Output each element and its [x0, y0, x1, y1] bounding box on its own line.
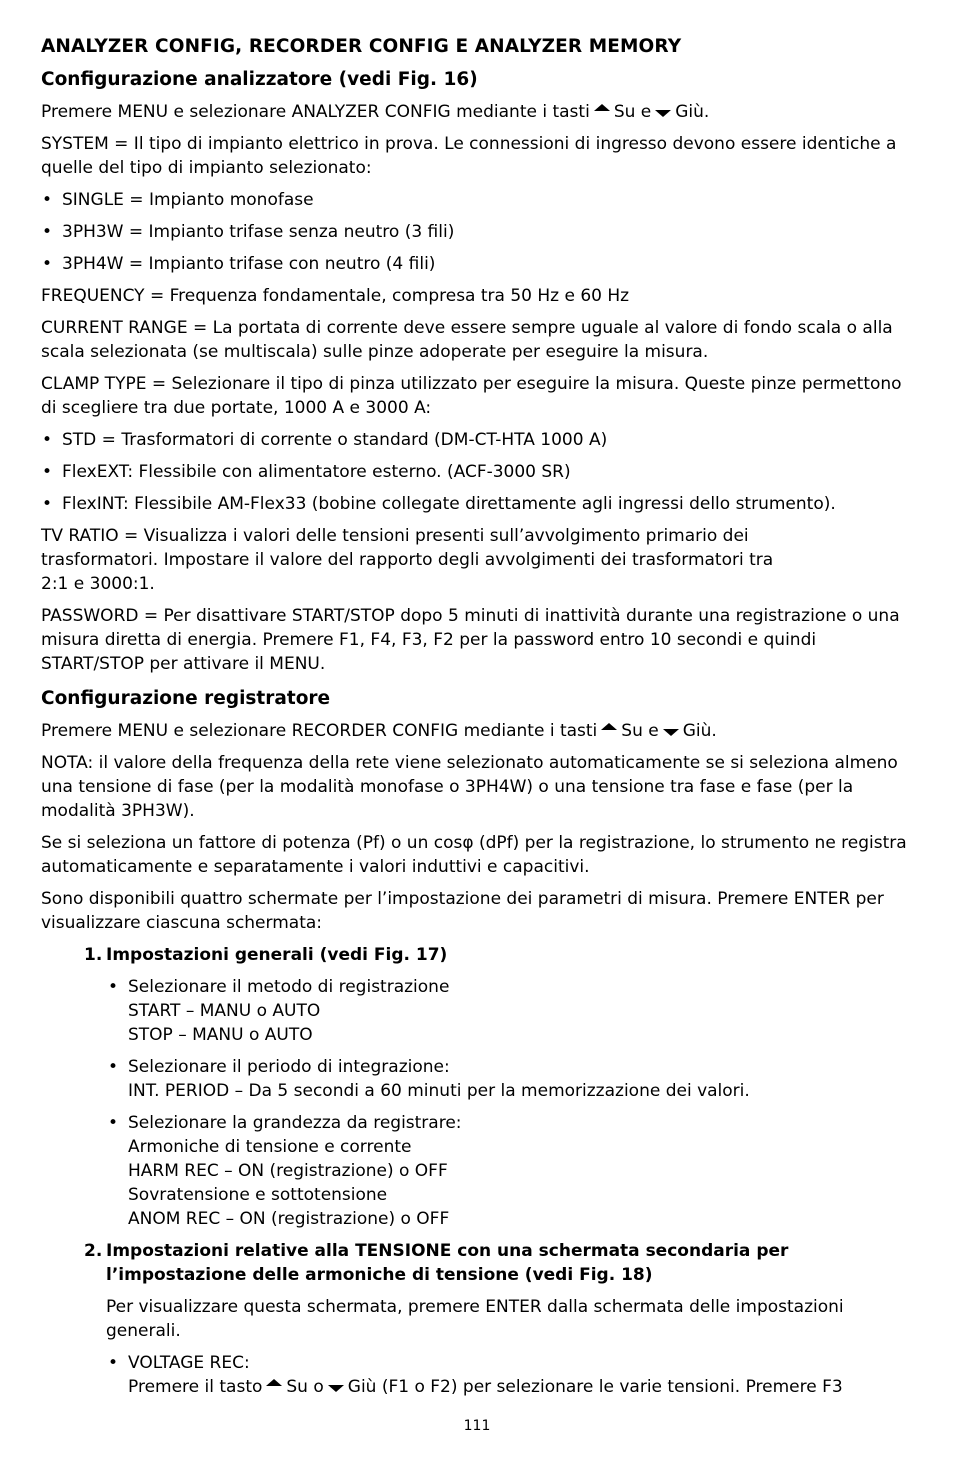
list-item: • STD = Trasformatori di corrente o standard (DM-CT-HTA 1000 A) — [41, 428, 913, 452]
arrow-down-icon — [328, 1385, 344, 1392]
numbered-item-general-settings: 1. Impostazioni generali (vedi Fig. 17) — [84, 945, 448, 965]
paragraph-voltage-screen: Per visualizzare questa schermata, premere ENTER dalla schermata delle impostazioni generali. — [106, 1297, 844, 1341]
paragraph-recorder-intro: Premere MENU e selezionare RECORDER CONFIG mediante i tasti Su e Giù. — [41, 721, 717, 741]
paragraph-screens: Sono disponibili quattro schermate per l’impostazione dei parametri di misura. Premere ENTER per visualizzare ciascuna schermata: — [41, 889, 884, 933]
paragraph-current-range: CURRENT RANGE = La portata di corrente deve essere sempre uguale al valore di fondo scala o alla scala selezionata (se multiscala) sulle pinze adoperate per eseguire la misura. — [41, 318, 893, 362]
section-heading-analyzer: Configurazione analizzatore (vedi Fig. 16) — [41, 69, 478, 90]
list-item: • FlexINT: Flessibile AM-Flex33 (bobine collegate direttamente agli ingressi dello strumento). — [41, 492, 913, 516]
arrow-up-icon — [266, 1379, 282, 1386]
page-title: ANALYZER CONFIG, RECORDER CONFIG E ANALYZER MEMORY — [41, 36, 682, 57]
paragraph-password: PASSWORD = Per disattivare START/STOP dopo 5 minuti di inattività durante una registrazione o una misura diretta di energia. Premere F1, F4, F3, F2 per la password entro 10 secondi e quindi START/STOP per attivare il MENU. — [41, 606, 900, 674]
arrow-down-icon — [655, 110, 671, 117]
arrow-down-icon — [663, 729, 679, 736]
paragraph-analyzer-intro: Premere MENU e selezionare ANALYZER CONFIG mediante i tasti Su e Giù. — [41, 102, 710, 122]
document-page — [41, 36, 913, 1407]
arrow-up-icon — [601, 723, 617, 730]
list-item: • Selezionare il periodo di integrazione: INT. PERIOD – Da 5 secondi a 60 minuti per la memorizzazione dei valori. — [41, 1055, 913, 1103]
list-item: • VOLTAGE REC: Premere il tasto Su o Giù (F1 o F2) per selezionare le varie tensioni. Premere F3 — [41, 1351, 913, 1399]
page-number: 111 — [463, 1418, 491, 1434]
list-item: • SINGLE = Impianto monofase — [41, 188, 913, 212]
list-item: • FlexEXT: Flessibile con alimentatore esterno. (ACF-3000 SR) — [41, 460, 913, 484]
list-item: • Selezionare la grandezza da registrare: Armoniche di tensione e corrente HARM REC – ON (registrazione) o OFF Sovratensione e sottotensione ANOM REC – ON (registrazione) o OFF — [41, 1111, 913, 1231]
paragraph-tv-ratio: TV RATIO = Visualizza i valori delle tensioni presenti sull’avvolgimento primario dei trasformatori. Impostare il valore del rapporto degli avvolgimenti dei trasformatori tra 2:1 e 3000:1. — [41, 526, 774, 594]
section-heading-recorder: Configurazione registratore — [41, 688, 331, 709]
list-item: • 3PH4W = Impianto trifase con neutro (4 fili) — [41, 252, 913, 276]
paragraph-power-factor: Se si seleziona un fattore di potenza (Pf) o un cosφ (dPf) per la registrazione, lo strumento ne registra automaticamente e separatamente i valori induttivi e capacitivi. — [41, 833, 907, 877]
list-item: • Selezionare il metodo di registrazione START – MANU o AUTO STOP – MANU o AUTO — [41, 975, 913, 1047]
paragraph-frequency: FREQUENCY = Frequenza fondamentale, compresa tra 50 Hz e 60 Hz — [41, 286, 630, 306]
arrow-up-icon — [594, 104, 610, 111]
numbered-item-voltage-settings: 2. Impostazioni relative alla TENSIONE con una schermata secondaria per l’impostazione delle armoniche di tensione (vedi Fig. 18) — [84, 1241, 789, 1285]
paragraph-nota: NOTA: il valore della frequenza della rete viene selezionato automaticamente se si seleziona almeno una tensione di fase (per la modalità monofase o 3PH4W) o una tensione tra fase e fase (per la modalità 3PH3W). — [41, 753, 898, 821]
list-item: • 3PH3W = Impianto trifase senza neutro (3 fili) — [41, 220, 913, 244]
paragraph-system: SYSTEM = Il tipo di impianto elettrico in prova. Le connessioni di ingresso devono essere identiche a quelle del tipo di impianto selezionato: — [41, 134, 897, 178]
paragraph-clamp-type: CLAMP TYPE = Selezionare il tipo di pinza utilizzato per eseguire la misura. Queste pinze permettono di scegliere tra due portate, 1000 A e 3000 A: — [41, 374, 902, 418]
